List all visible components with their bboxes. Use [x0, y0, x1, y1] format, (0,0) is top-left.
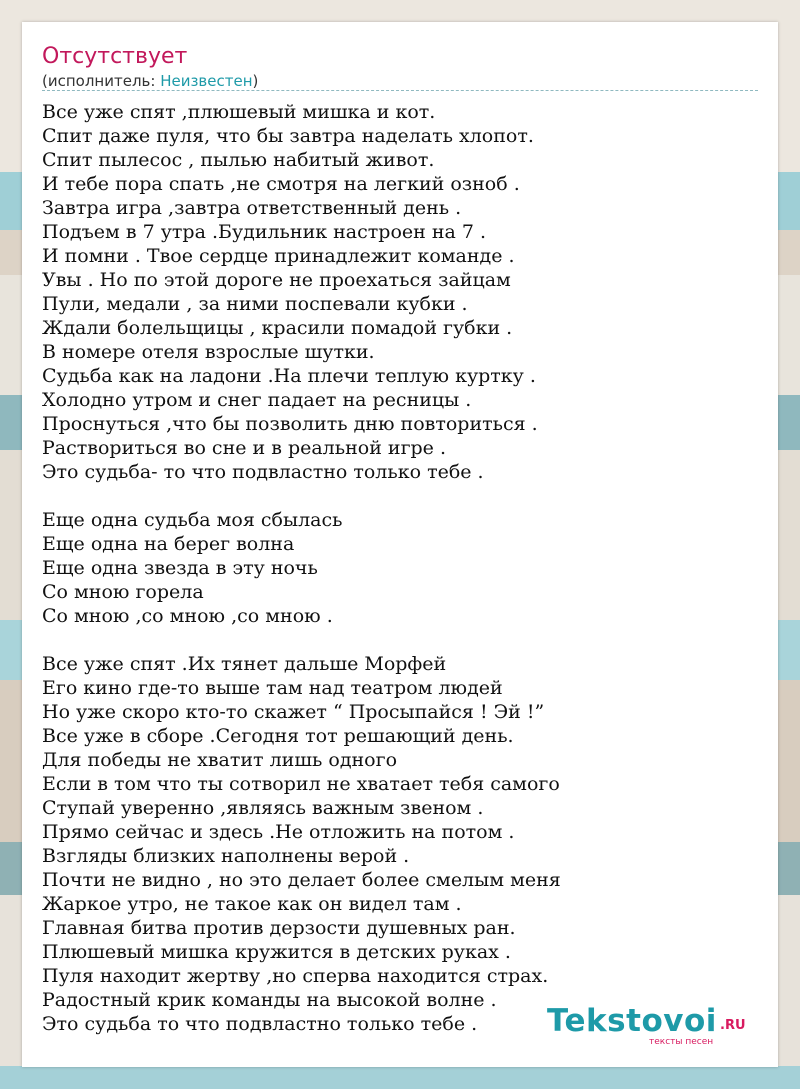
lyric-line: Прямо сейчас и здесь .Не отложить на потом .: [42, 821, 515, 843]
lyric-line: Со мною горела: [42, 581, 204, 603]
lyric-line: Это судьба- то что подвластно только тебе .: [42, 461, 484, 483]
lyric-line: Для победы не хватит лишь одного: [42, 749, 398, 771]
lyric-line: Еще одна судьба моя сбылась: [42, 509, 343, 531]
lyric-line: Холодно утром и снег падает на ресницы .: [42, 389, 472, 411]
lyric-line: Радостный крик команды на высокой волне .: [42, 989, 497, 1011]
lyric-line: Спит даже пуля, что бы завтра наделать хлопот.: [42, 125, 534, 147]
lyric-line: И помни . Твое сердце принадлежит команде .: [42, 245, 515, 267]
lyric-line: Увы . Но по этой дороге не проехаться зайцам: [42, 269, 511, 291]
artist-suffix: ): [252, 72, 259, 90]
site-logo[interactable]: [547, 1003, 757, 1047]
stanza-gap: [42, 484, 758, 508]
lyric-line: Ступай уверенно ,являясь важным звеном .: [42, 797, 484, 819]
logo-tagline: тексты песен: [649, 1037, 714, 1047]
lyric-line: Со мною ,со мною ,со мною .: [42, 605, 333, 627]
artist-line: [42, 71, 258, 91]
lyric-line: Его кино где-то выше там над театром людей: [42, 677, 503, 699]
lyrics-card: [22, 22, 778, 1067]
lyric-line: Все уже в сборе .Сегодня тот решающий день.: [42, 725, 514, 747]
stanza-gap: [42, 628, 758, 652]
lyric-line: Но уже скоро кто-то скажет “ Просыпайся ! Эй !”: [42, 701, 545, 723]
lyric-line: Все уже спят .Их тянет дальше Морфей: [42, 653, 447, 675]
lyric-line: Подъем в 7 утра .Будильник настроен на 7 .: [42, 221, 487, 243]
lyric-line: Плюшевый мишка кружится в детских руках .: [42, 941, 511, 963]
lyric-line: Пули, медали , за ними поспевали кубки .: [42, 293, 468, 315]
logo-wordmark: Tekstovoi: [547, 1003, 717, 1039]
lyric-line: Главная битва против дерзости душевных ран.: [42, 917, 516, 939]
lyric-line: Спит пылесос , пылью набитый живот.: [42, 149, 435, 171]
artist-prefix: (исполнитель:: [42, 72, 161, 90]
lyrics-body: [42, 100, 758, 1036]
lyric-line: Почти не видно , но это делает более смелым меня: [42, 869, 561, 891]
lyric-line: Все уже спят ,плюшевый мишка и кот.: [42, 101, 436, 123]
lyric-line: Проснуться ,что бы позволить дню повториться .: [42, 413, 538, 435]
stanza-2: [42, 508, 758, 628]
title-divider: [42, 90, 758, 91]
song-title: Отсутствует: [42, 44, 188, 69]
lyric-line: Если в том что ты сотворил не хватает тебя самого: [42, 773, 560, 795]
lyric-line: Раствориться во сне и в реальной игре .: [42, 437, 447, 459]
lyric-line: Завтра игра ,завтра ответственный день .: [42, 197, 462, 219]
logo-domain: .RU: [720, 1018, 746, 1033]
stanza-3: [42, 652, 758, 1036]
artist-link[interactable]: Неизвестен: [160, 72, 253, 90]
lyric-line: Ждали болельщицы , красили помадой губки .: [42, 317, 513, 339]
lyric-line: Судьба как на ладони .На плечи теплую куртку .: [42, 365, 536, 387]
lyric-line: Еще одна звезда в эту ночь: [42, 557, 318, 579]
lyric-line: Это судьба то что подвластно только тебе .: [42, 1013, 478, 1035]
lyric-line: Пуля находит жертву ,но сперва находится страх.: [42, 965, 549, 987]
lyric-line: В номере отеля взрослые шутки.: [42, 341, 375, 363]
lyric-line: И тебе пора спать ,не смотря на легкий озноб .: [42, 173, 520, 195]
stanza-1: [42, 100, 758, 484]
lyric-line: Взгляды близких наполнены верой .: [42, 845, 410, 867]
lyric-line: Еще одна на берег волна: [42, 533, 295, 555]
lyric-line: Жаркое утро, не такое как он видел там .: [42, 893, 462, 915]
